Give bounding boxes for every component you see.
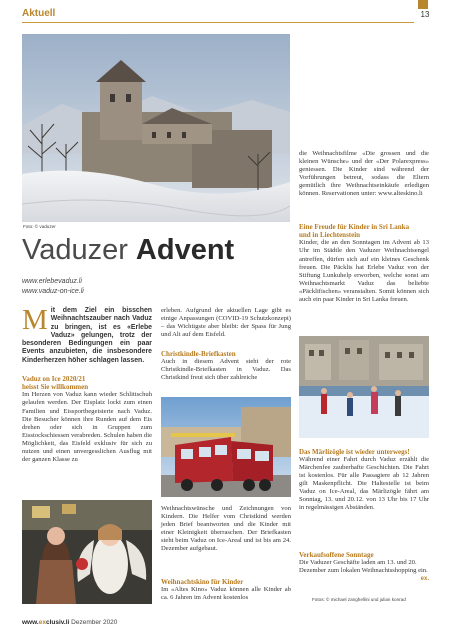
ice-heading-line-1: Vaduz on Ice 2020/21 [22,375,86,383]
letterbox-section [161,350,291,382]
footer-brand-e: e [38,619,43,626]
article-urls [22,277,84,296]
srilanka-heading-line-1: Eine Freude für Kinder in Sri Lanka [299,223,410,231]
shopping-section [299,551,429,583]
cinema-text-continued: die Weihnachtsfilme «Die grossen und die kleinen Wünsche» und der «Der Polarexpress» geniessen. Die Kinder sind während der Vorführungen betreut, sodass die Eltern gemütlich ihre Weihnachtseinkäufe erledigen können. Reservationen unter: www.alteskino.li [299,150,429,198]
ice-section [22,375,152,464]
article-title [22,234,234,266]
cinema-section [161,578,291,602]
title-bold: Advent [135,234,235,266]
cinema-heading: Weihnachtskino für Kinder [161,578,244,586]
cinema-text: Im «Altes Kino» Vaduz können alle Kinder ab ca. 6 Jahren im Advent kostenlos [161,586,291,602]
shopping-text-body: Die Vaduzer Geschäfte laden am 13. und 20. Dezember zum lokalen Weihnachtsshopping ein. [299,559,428,575]
ice-heading-line-2: heisst Sie willkommen [22,383,89,392]
angels-photo [22,500,152,604]
title-light: Vaduzer [22,234,136,266]
castle-photo-credit: Foto: © vaduzer [23,224,56,229]
footer-brand-x: x [42,619,46,626]
shopping-heading: Verkaufsoffene Sonntage [299,551,374,559]
page-number: 13 [420,10,430,19]
ice-rink-photo [299,336,429,438]
article-end-mark: ex. [420,576,429,583]
train-photo [161,397,291,497]
train-text: Während einer Fahrt durch Vaduz erzählt die Märchenfee zauberhafte Geschichten. Die Fahrt ist kostenlos. Für alle Passagiere ab 12 Jahren gilt Maskenpflicht. Die Haltestelle ist beim Vaduz on Ice-Areal, das Märlizögle fährt am Sonntag, 13. und 20.12. von 13 Uhr bis 17 Uhr in regelmässigen Abständen. [299,456,429,512]
train-heading: Das Märlizögle ist wieder unterwegs! [299,448,410,456]
footer-brand-www: www. [22,619,39,626]
page-corner-marker [418,0,428,9]
shopping-text [299,559,429,583]
srilanka-heading-line-2: und in Liechtenstein [299,231,361,240]
letterbox-text: Auch in diesem Advent steht der rote Christkindle-Briefkasten in Vaduz. Das Christkind freut sich über zahlreiche [161,358,291,382]
footer-brand-domain: clusiv.li [45,619,70,626]
letterbox-text-continued: Weihnachtswünsche und Zeichnungen von Kindern. Die Helfer vom Christkind werden jeden Brief beantworten und die Kinder mit einer Kleinigkeit überraschen. Der Briefkasten steht beim Vaduz on Ice-Areal und ist bis am 24. Dezember aufgebaut. [161,505,291,553]
footer [22,619,117,626]
srilanka-text: Kinder, die an den Sonntagen im Advent ab 13 Uhr im Städtle den Vaduzer Weihnachtsengel antreffen, dürfen sich auf ein kleines Geschenk freuen. Die Päcklis hat Erlebe Vaduz von der Stiftung Lunkuhelp erworben, welche sonst am Weihnachtsmarkt Vaduz das beliebte «Päcklifischen» veranstalten. Somit können sich auch ein paar Kinder in Sri Lanka freuen. [299,239,429,303]
train-section [299,448,429,513]
intro-text: it dem Ziel ein bisschen Weihnachtszauber nach Vaduz zu bringen, ist es «Erlebe Vaduz» gelungen, trotz der besonderen Bedingungen ein paar Events anzubieten, die insbesondere Kinderherzen höher schlagen lassen. [22,307,152,364]
castle-photo [22,34,290,222]
intro-paragraph [22,304,152,365]
ice-heading [22,375,152,391]
section-label: Aktuell [22,8,56,19]
url-vaduz-on-ice[interactable]: www.vaduz-on-ice.li [22,287,84,295]
srilanka-section [299,223,429,304]
footer-issue: Dezember 2020 [69,619,118,626]
srilanka-heading [299,223,429,239]
ice-text: Im Herzen von Vaduz kann wieder Schlittschuh gelaufen werden. Der Eisplatz lockt zum einen Familien und Eissportbegeisterte nach Vaduz. Die Besucher können ihre Runden auf dem Eis drehen oder sich in Gruppen zum Eisstockschiessen verabreden. Schulen haben die Möglichkeit, das Eisfeld exklusiv für sich zu nutzen und einen unvergesslichen Ausflug mit der ganzen Klasse zu [22,391,152,463]
intro-dropcap: M [22,304,48,336]
ice-text-continued: erleben. Aufgrund der aktuellen Lage gibt es einige Anpassungen (COVID-19 Schutzkonzept) – das Wichtigste aber bleibt: der Spass für Jung und Alt auf dem Eisfeld. [161,307,291,339]
letterbox-heading: Christkindle-Briefkasten [161,350,236,358]
header-rule [22,22,414,23]
url-erlebevaduz[interactable]: www.erlebevaduz.li [22,278,82,285]
photo-credit: Fotos: © michael zanghellini und julian konrad [312,597,406,602]
